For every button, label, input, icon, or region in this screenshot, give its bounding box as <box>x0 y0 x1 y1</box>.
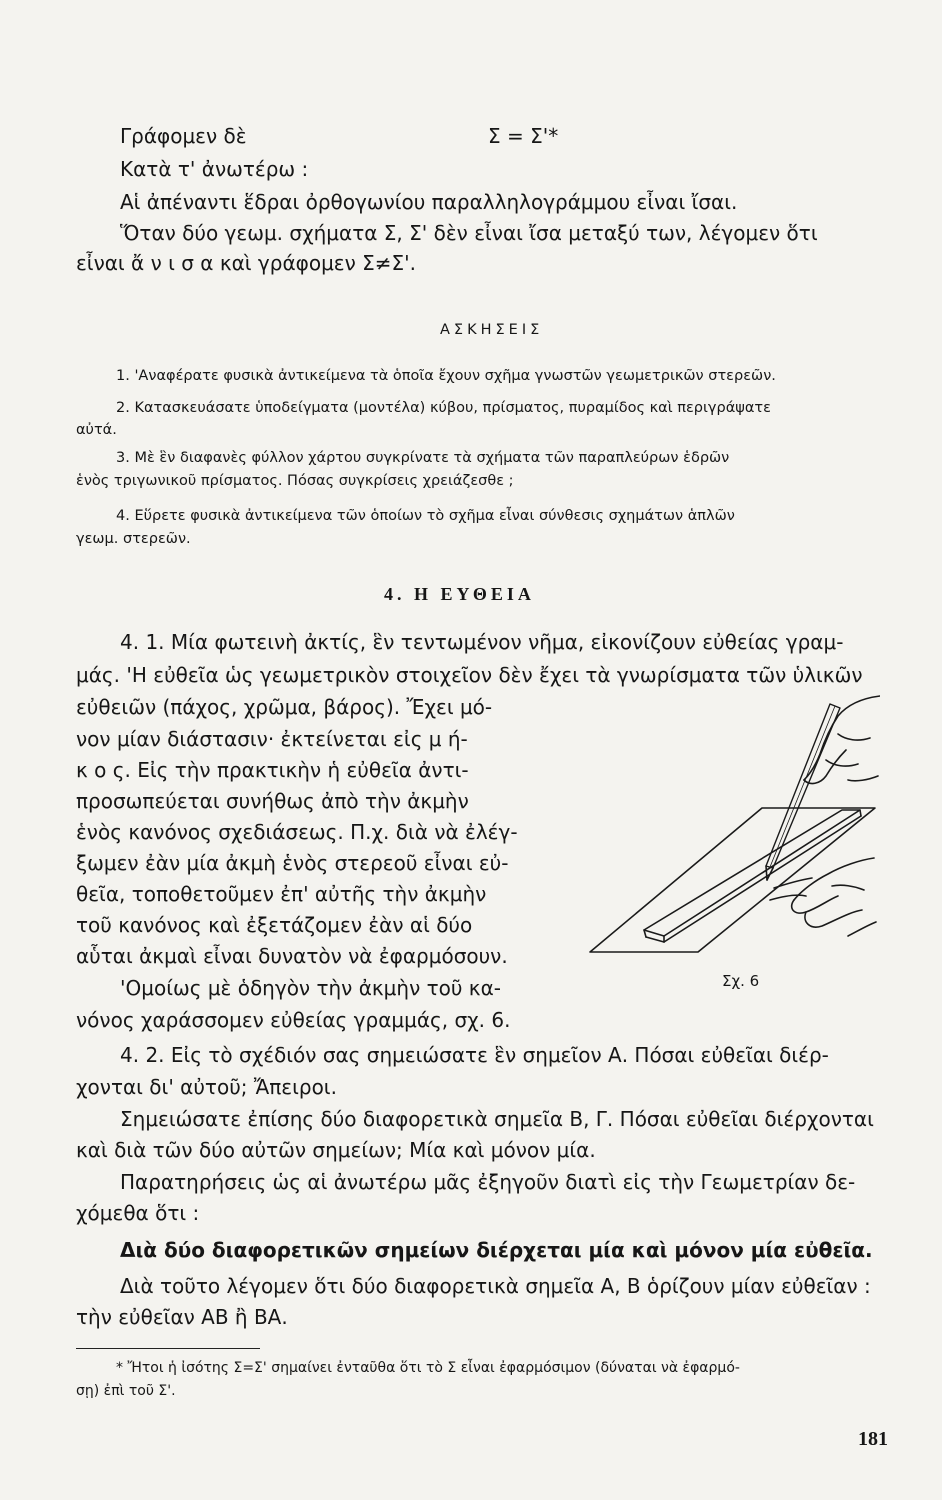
exercise-item: 4. Εὕρετε φυσικὰ ἀντικείμενα τῶν ὁποίων τὸ σχῆμα εἶναι σύνθεσις σχημάτων ἁπλῶν <box>116 508 735 524</box>
text-line: 4. 1. Μία φωτεινὴ ἀκτίς, ἓν τεντωμένον νῆμα, εἰκονίζουν εὐθείας γραμ- <box>120 630 844 654</box>
exercise-item: αὐτά. <box>76 422 117 438</box>
exercise-item: γεωμ. στερεῶν. <box>76 531 191 547</box>
exercise-item: 1. 'Αναφέρατε φυσικὰ ἀντικείμενα τὰ ὁποῖα ἔχουν σχῆμα γνωστῶν γεωμετρικῶν στερεῶν. <box>116 368 776 384</box>
text-line: Διὰ τοῦτο λέγομεν ὅτι δύο διαφορετικὰ σημεῖα Α, Β ὁρίζουν μίαν εὐθεῖαν : <box>120 1274 871 1298</box>
text-line: Σημειώσατε ἐπίσης δύο διαφορετικὰ σημεῖα Β, Γ. Πόσαι εὐθεῖαι διέρχονται <box>120 1107 874 1131</box>
footnote-line: σῃ) ἐπὶ τοῦ Σ'. <box>76 1383 176 1399</box>
text-line: Αἱ ἀπέναντι ἕδραι ὀρθογωνίου παραλληλογράμμου εἶναι ἴσαι. <box>120 190 738 214</box>
bold-statement: Διὰ δύο διαφορετικῶν σημείων διέρχεται μία καὶ μόνον μία εὐθεῖα. <box>120 1238 873 1262</box>
text-line: χονται δι' αὐτοῦ; Ἄπειροι. <box>76 1075 337 1099</box>
text-line: καὶ διὰ τῶν δύο αὐτῶν σημείων; Μία καὶ μόνον μία. <box>76 1138 596 1162</box>
text-line: μάς. 'Η εὐθεῖα ὡς γεωμετρικὸν στοιχεῖον δὲν ἔχει τὰ γνωρίσματα τῶν ὑλικῶν <box>76 663 863 687</box>
figure-caption: Σχ. 6 <box>722 972 760 990</box>
text-line: τοῦ κανόνος καὶ ἐξετάζομεν ἐὰν αἱ δύο <box>76 913 473 937</box>
text-line: τὴν εὐθεῖαν ΑΒ ἢ ΒΑ. <box>76 1305 288 1329</box>
exercise-item: 3. Μὲ ἓν διαφανὲς φύλλον χάρτου συγκρίνατε τὰ σχήματα τῶν παραπλεύρων ἑδρῶν <box>116 450 730 466</box>
exercises-heading: ΑΣΚΗΣΕΙΣ <box>440 322 544 338</box>
exercise-item: 2. Κατασκευάσατε ὑποδείγματα (μοντέλα) κύβου, πρίσματος, πυραμίδος καὶ περιγράψατε <box>116 400 771 416</box>
text-line: ἑνὸς κανόνος σχεδιάσεως. Π.χ. διὰ νὰ ἐλέγ- <box>76 820 518 844</box>
text-line: κ ο ς. Εἰς τὴν πρακτικὴν ἡ εὐθεῖα ἀντι- <box>76 758 469 782</box>
text-line: θεῖα, τοποθετοῦμεν ἐπ' αὐτῆς τὴν ἀκμὴν <box>76 882 487 906</box>
exercise-item: ἑνὸς τριγωνικοῦ πρίσματος. Πόσας συγκρίσεις χρειάζεσθε ; <box>76 473 514 489</box>
text-line: Γράφομεν δὲ <box>120 124 247 148</box>
text-line: αὗται ἀκμαὶ εἶναι δυνατὸν νὰ ἐφαρμόσουν. <box>76 944 508 968</box>
text-line: 4. 2. Εἰς τὸ σχέδιόν σας σημειώσατε ἓν σημεῖον Α. Πόσαι εὐθεῖαι διέρ- <box>120 1043 829 1067</box>
footnote-line: * Ἤτοι ἡ ἰσότης Σ=Σ' σημαίνει ἐνταῦθα ὅτι τὸ Σ εἶναι ἐφαρμόσιμον (δύναται νὰ ἐφαρμό- <box>116 1360 740 1376</box>
text-line: νον μίαν διάστασιν· ἐκτείνεται εἰς μ ή- <box>76 727 468 751</box>
footnote-rule <box>76 1348 260 1349</box>
text-line: νόνος χαράσσομεν εὐθείας γραμμάς, σχ. 6. <box>76 1008 511 1032</box>
page-number: 181 <box>858 1428 888 1450</box>
text-line: εὐθειῶν (πάχος, χρῶμα, βάρος). Ἔχει μό- <box>76 695 493 719</box>
text-line: Ὅταν δύο γεωμ. σχήματα Σ, Σ' δὲν εἶναι ἴσα μεταξύ των, λέγομεν ὅτι <box>120 221 818 245</box>
figure-hand-ruler <box>580 690 880 980</box>
text-line: χόμεθα ὅτι : <box>76 1201 200 1225</box>
text-line: Κατὰ τ' ἀνωτέρω : <box>120 157 309 181</box>
text-line: προσωπεύεται συνήθως ἀπὸ τὴν ἀκμὴν <box>76 789 469 813</box>
text-line: εἶναι ἄ ν ι σ α καὶ γράφομεν Σ≠Σ'. <box>76 251 417 275</box>
text-line: Παρατηρήσεις ὡς αἱ ἀνωτέρω μᾶς ἐξηγοῦν διατὶ εἰς τὴν Γεωμετρίαν δε- <box>120 1170 856 1194</box>
text-line: ξωμεν ἐὰν μία ἀκμὴ ἑνὸς στερεοῦ εἶναι εὐ- <box>76 851 509 875</box>
text-line: 'Ομοίως μὲ ὁδηγὸν τὴν ἀκμὴν τοῦ κα- <box>120 976 501 1000</box>
section-title: 4. Η ΕΥΘΕΙΑ <box>384 584 535 604</box>
equation: Σ = Σ'* <box>488 124 559 148</box>
